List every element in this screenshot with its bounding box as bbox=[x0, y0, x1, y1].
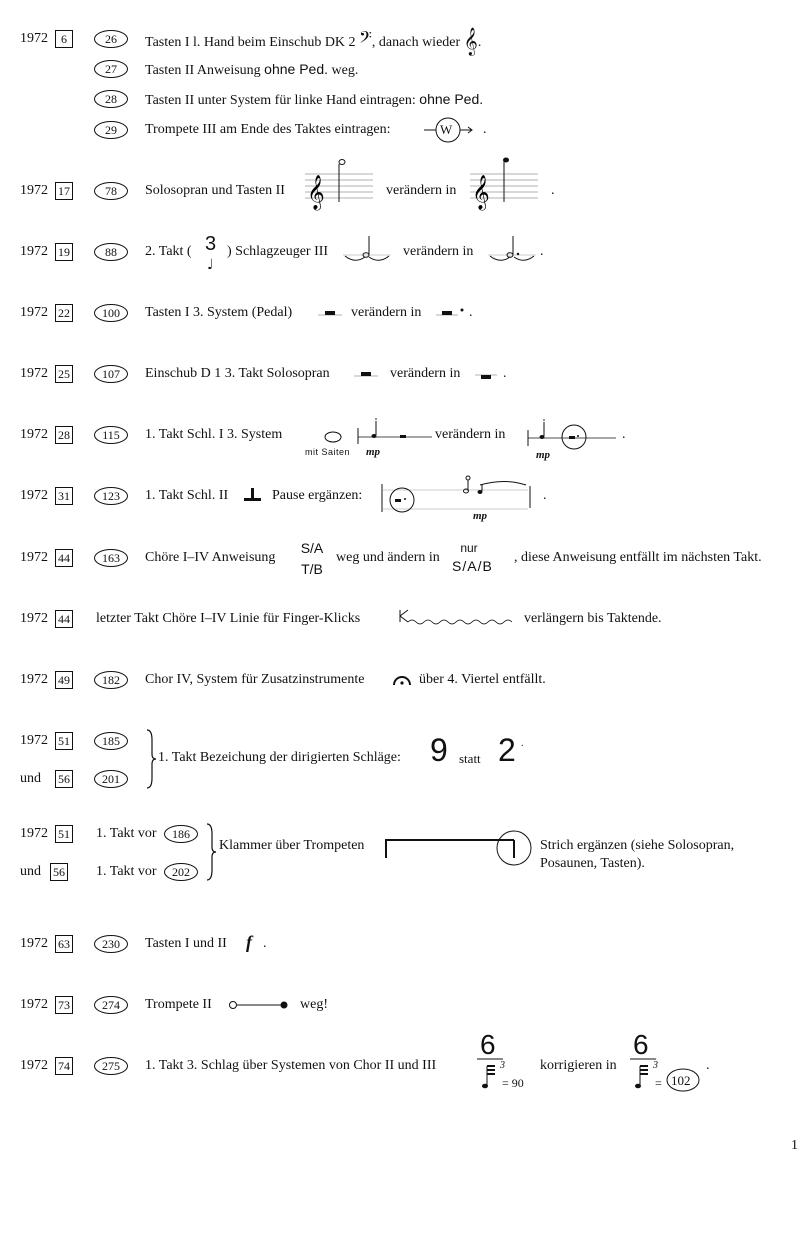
page-box: 22 bbox=[55, 304, 73, 322]
treble-clef-icon: 𝄞 bbox=[463, 27, 478, 55]
year: 1972 bbox=[20, 31, 48, 46]
fermata-icon bbox=[392, 672, 412, 688]
tied-half-note-icon bbox=[343, 232, 393, 266]
beat-number: 2 bbox=[498, 732, 516, 768]
page-box: 6 bbox=[55, 30, 73, 48]
measure-oval: 27 bbox=[94, 60, 128, 78]
brace-icon bbox=[205, 822, 217, 882]
measure-oval: 88 bbox=[94, 243, 128, 261]
page-box: 74 bbox=[55, 1057, 73, 1075]
measure-oval: 182 bbox=[94, 671, 128, 689]
measure-oval: 274 bbox=[94, 996, 128, 1014]
circled-tempo: 102 bbox=[671, 1073, 691, 1088]
brace-icon bbox=[145, 728, 157, 790]
measure-oval: 201 bbox=[94, 770, 128, 788]
circled-letter: W bbox=[440, 122, 453, 137]
page-box: 56 bbox=[50, 863, 68, 881]
year: 1972 bbox=[20, 733, 48, 748]
page-box: 49 bbox=[55, 671, 73, 689]
page-box: 17 bbox=[55, 182, 73, 200]
measure-oval: 100 bbox=[94, 304, 128, 322]
half-rest-icon bbox=[354, 366, 380, 382]
measure-oval: 26 bbox=[94, 30, 128, 48]
whole-rest-icon bbox=[475, 366, 501, 382]
rest-symbol-icon bbox=[242, 486, 264, 504]
measure-oval: 275 bbox=[94, 1057, 128, 1075]
measure-oval: 230 bbox=[94, 935, 128, 953]
page-box: 56 bbox=[55, 770, 73, 788]
entry-text: Trompete III am Ende des Taktes eintragen: bbox=[145, 122, 391, 137]
year: 1972 bbox=[20, 366, 48, 381]
tuplet-number: 6 bbox=[633, 1029, 649, 1060]
svg-text:𝄞: 𝄞 bbox=[307, 175, 325, 210]
year: 1972 bbox=[20, 936, 48, 951]
page-box: 25 bbox=[55, 365, 73, 383]
year: 1972 bbox=[20, 611, 48, 626]
page-box: 44 bbox=[55, 549, 73, 567]
year: 1972 bbox=[20, 1058, 48, 1073]
measure-oval: 163 bbox=[94, 549, 128, 567]
page-box: 51 bbox=[55, 825, 73, 843]
measure-oval: 107 bbox=[94, 365, 128, 383]
entry-text: Tasten II Anweisung ohne Ped. weg. bbox=[145, 61, 359, 78]
trumpet-bracket-icon bbox=[384, 828, 538, 870]
page-box: 63 bbox=[55, 935, 73, 953]
open-circle-symbol-icon bbox=[323, 430, 345, 444]
page-box: 51 bbox=[55, 732, 73, 750]
dotted-half-rest-icon bbox=[436, 305, 466, 321]
voice-label: S/A bbox=[300, 540, 324, 556]
dynamic-mp: mp bbox=[473, 510, 488, 522]
entry-text: Solosopran und Tasten II bbox=[145, 183, 285, 198]
entry-text: Tasten II unter System für linke Hand eintragen: ohne Ped. bbox=[145, 91, 484, 108]
time-signature-numerator: 3 bbox=[205, 233, 217, 255]
voice-label: T/B bbox=[301, 561, 323, 577]
measure-oval: 202 bbox=[164, 863, 198, 881]
voice-label: nur bbox=[460, 541, 478, 555]
page-box: 19 bbox=[55, 243, 73, 261]
year: 1972 bbox=[20, 672, 48, 687]
year: 1972 bbox=[20, 550, 48, 565]
year: 1972 bbox=[20, 997, 48, 1012]
measure-oval: 115 bbox=[94, 426, 128, 444]
tuplet-number: 6 bbox=[480, 1029, 496, 1060]
page-box: 31 bbox=[55, 487, 73, 505]
bass-clef-icon: 𝄢 bbox=[359, 27, 372, 51]
measure-oval: 123 bbox=[94, 487, 128, 505]
staff-notation-icon bbox=[305, 158, 375, 210]
measure-oval: 186 bbox=[164, 825, 198, 843]
year: 1972 bbox=[20, 183, 48, 198]
errata-page: 1972 6 26 Tasten I l. Hand beim Einschub DK 2 𝄢, danach wieder 𝄞. 27 Tasten II Anweisung ohne Ped. weg. 28 Tasten II unter System für linke Hand eintragen: ohne Ped. 29 Trompete III am Ende des Taktes eintragen: W . 1972 17 78 Solosopran und Tasten II 𝄞 verändern in 𝄞 . 1972 19 88 2. Takt ( 3 ♩ ) Schlagzeuger III verändern in . 1972 22 100 Tasten I 3. System (Pedal) verändern in . 1972 25 107 Einschub D 1 3. Takt Solosopran verändern in . 1972 28 115 1. Takt Schl. I 3. System mit Saiten mp verändern in mp . 1972 31 123 1. Takt Schl. II Pause ergänzen: mp . 1972 44 163 Chöre I–IV Anweisung S/A T/B weg und ändern in nur S/A/B , diese Anweisung entfällt im nächsten Takt. 1972 44 letzter Takt Chöre I–IV Linie für Finger-Klicks verlängern bis Taktende. 1972 49 182 Chor IV, System für Zusatzinstrumente über 4. Viertel entfällt. 1972 51 185 und 56 201 1. Takt Bezeichung der dirigierten Schläge: 9 statt 2 . 1972 51 1. Takt vor 186 und 56 1. Takt vor 202 Klammer über Trompeten Strich ergänzen (siehe Solosopran, Posaunen, Tasten). 1972 63 230 Tasten I und II f . 1972 73 274 Trompete II weg! 1972 74 275 1. Takt 3. Schlag über Systemen von Chor II und III 6 3 = 90 korrigieren in 6 3 = 102 . 1 bbox=[20, 27, 798, 1153]
measure-oval: 185 bbox=[94, 732, 128, 750]
dynamic-mp: mp bbox=[366, 446, 381, 458]
half-rest-icon bbox=[318, 305, 344, 321]
measure-oval: 78 bbox=[94, 182, 128, 200]
page-box: 73 bbox=[55, 996, 73, 1014]
year: 1972 bbox=[20, 427, 48, 442]
beat-number: 9 bbox=[430, 732, 448, 768]
page-box: 44 bbox=[55, 610, 73, 628]
dynamic-mp: mp bbox=[536, 449, 551, 461]
year: 1972 bbox=[20, 244, 48, 259]
svg-text:𝄞: 𝄞 bbox=[472, 175, 490, 210]
staff-notation-icon bbox=[470, 156, 540, 208]
tempo-note-icon bbox=[630, 1058, 710, 1092]
measure-oval: 29 bbox=[94, 121, 128, 139]
voice-label: S/A/B bbox=[452, 558, 493, 574]
quarter-note-icon: ♩ bbox=[207, 257, 214, 273]
page-number: 1 bbox=[791, 1138, 798, 1153]
measure-oval: 28 bbox=[94, 90, 128, 108]
page-box: 28 bbox=[55, 426, 73, 444]
glissando-line-icon bbox=[228, 998, 292, 1012]
notation-snippet-icon bbox=[380, 478, 532, 518]
dynamic-forte: f bbox=[246, 932, 252, 952]
finger-click-wavy-line-icon bbox=[398, 606, 516, 630]
tied-dotted-half-note-icon bbox=[488, 232, 538, 266]
year: 1972 bbox=[20, 826, 48, 841]
notation-snippet-icon bbox=[356, 418, 434, 448]
year: 1972 bbox=[20, 488, 48, 503]
entry-text: Tasten I l. Hand beim Einschub DK 2 𝄢, danach wieder 𝄞. bbox=[145, 27, 482, 55]
year: 1972 bbox=[20, 305, 48, 320]
